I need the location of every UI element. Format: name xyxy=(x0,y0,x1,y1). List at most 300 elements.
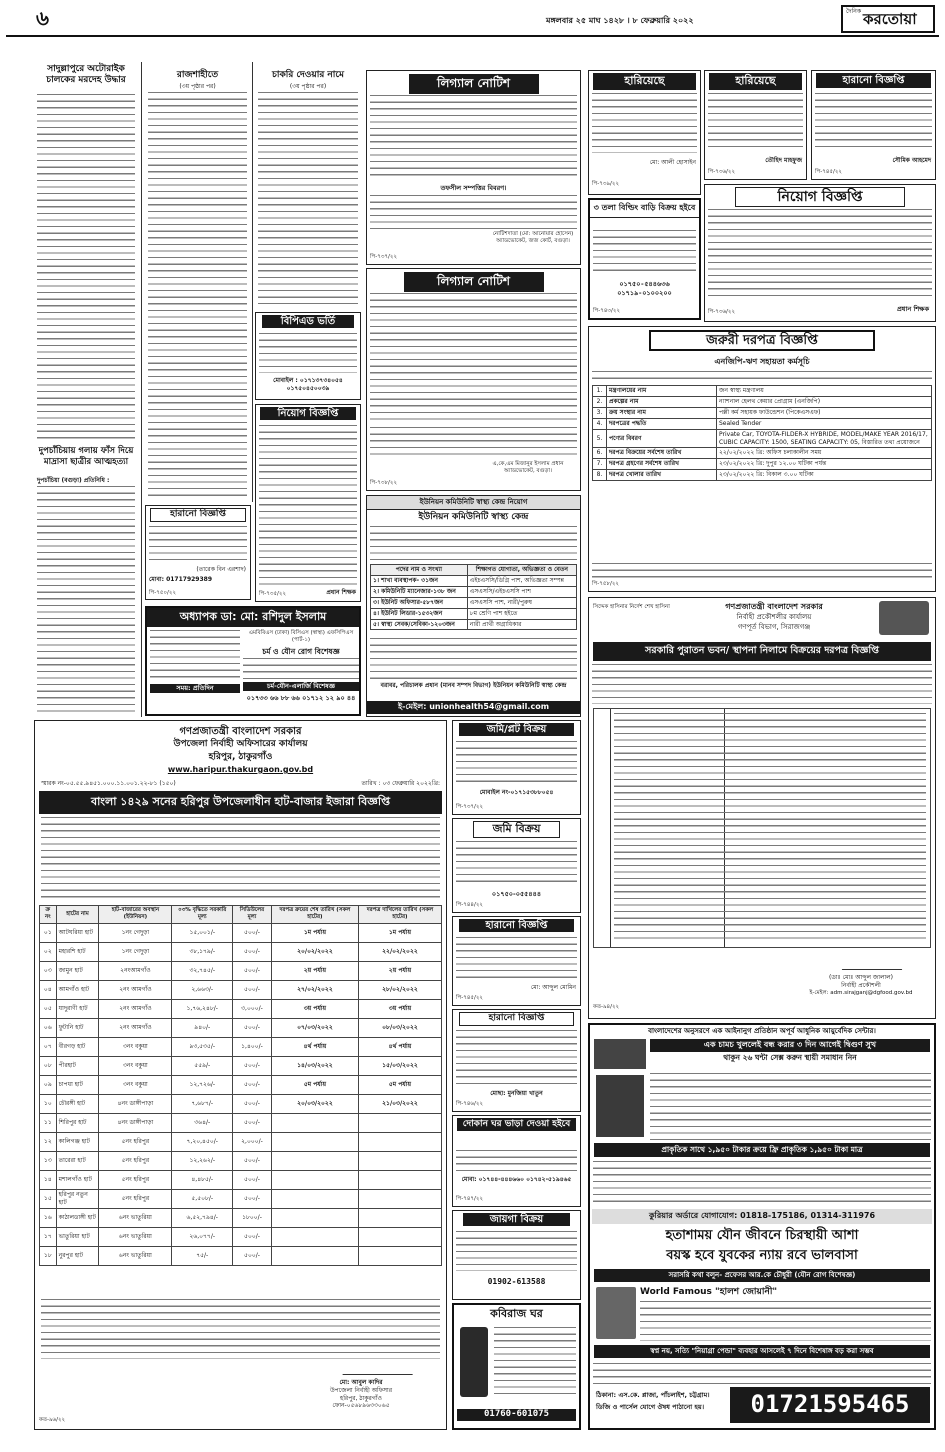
land-sale-phone: ০১৭৫০-০৫৫৪৪৪ xyxy=(491,890,542,898)
ayur-price-band: প্রাকৃতিক সাথে ১,৯৫০ টাকার ক্রয়ে ফ্রি প্রাকৃতিক ১,৯৫০ টাকা মাত্র xyxy=(594,1143,930,1157)
hat-union: ২নংআমগাঁও xyxy=(99,961,172,980)
row-number: ১৫ xyxy=(40,1189,57,1208)
lost-notice-5 xyxy=(452,916,581,1006)
ayur-product-image-2 xyxy=(596,1075,644,1137)
govt-signature-mark xyxy=(342,1361,417,1375)
ayur-address: ঠিকানা: এস.কে. প্লাজা, পাঁচলাইশ, চট্টগ্রাম। xyxy=(596,1391,710,1399)
submission-date xyxy=(358,1189,441,1208)
hat-price: ২,৬৬৩/- xyxy=(172,980,233,999)
row-number: ০২ xyxy=(40,942,57,961)
table-row xyxy=(40,1132,442,1151)
purchase-deadline: ৫ম পর্যায় xyxy=(271,1075,358,1094)
schedule-price: ৫০০/- xyxy=(233,980,272,999)
land-sale-title: জমি বিক্রয় xyxy=(473,821,560,838)
schedule-price: ১৮০০/- xyxy=(233,1208,272,1227)
doctor-ad-details xyxy=(243,658,359,680)
table-row xyxy=(40,1037,442,1056)
lost-notice-6-code: পি-৭৪৬/২২ xyxy=(456,1101,484,1107)
field-label: পণ্যের বিবরণ xyxy=(607,429,717,448)
post-qualification: এইচএসসি/ডিগ্রি পাশ, অভিজ্ঞতা সম্পন্ন xyxy=(467,575,576,586)
legal-notice-1-sign: নোটিশদাতা (মো: আনোয়ার হোসেন) অ্যাডভোকেট, জজ কোর্ট, বগুড়া। xyxy=(492,231,574,245)
health-recruit-footer: বরাবর, পরিচালক প্রধান (মানব সম্পদ বিভাগ) ইউনিয়ন কমিউনিটি স্বাস্থ্য কেন্দ্র xyxy=(380,682,567,689)
submission-date xyxy=(358,1132,441,1151)
lost-notice-1 xyxy=(588,70,701,195)
row-number: ১৮ xyxy=(40,1246,57,1265)
table-row xyxy=(40,1170,442,1189)
recruitment-notice-2-body xyxy=(259,425,357,585)
hat-name: ভাতুরিয়া হাট xyxy=(56,1227,99,1246)
purchase-deadline xyxy=(271,1170,358,1189)
hat-name: চাপধা হাট xyxy=(56,1075,99,1094)
hat-union: ৬নং ভাতুরিয়া xyxy=(99,1246,172,1265)
masthead-logo xyxy=(841,5,935,33)
news-kicker-2: রাজশাহীতে xyxy=(176,70,219,80)
kabiraj-phone: 01760-601075 xyxy=(457,1409,576,1421)
hat-union: ৩নং বকুয়া xyxy=(99,1056,172,1075)
hat-union: ৫নং হরিপুর xyxy=(99,1151,172,1170)
ayur-address-2: ডিজি ও পার্সেল যোগে ঔষধ পাঠানো হয়। xyxy=(596,1403,705,1411)
row-number: 3. xyxy=(593,407,607,418)
land-plot-sale-code: পি-৭৩৭/২২ xyxy=(456,804,484,810)
hat-union: ৫নং হরিপুর xyxy=(99,1170,172,1189)
lost-notice-6-body xyxy=(456,1030,577,1086)
recruitment-notice-1-title: নিয়োগ বিজ্ঞপ্তি xyxy=(735,187,905,207)
lost-notice-3 xyxy=(811,70,936,180)
legal-notice-1-footer: তফসীল সম্পত্তির বিবরণ। xyxy=(440,184,507,192)
hat-name: কাঠালডাঙ্গী হাট xyxy=(56,1208,99,1227)
masthead xyxy=(6,3,939,37)
hat-price: ৩৬৪/- xyxy=(172,1113,233,1132)
doctor-ad-specialty: চর্ম ও যৌন রোগ বিশেষজ্ঞ xyxy=(262,646,340,656)
news-body-1 xyxy=(37,94,135,439)
lost-notice-2 xyxy=(704,70,807,180)
table-row xyxy=(593,470,932,481)
schedule-price: ৫০০/- xyxy=(233,961,272,980)
ayur-big-phone: 01721595465 xyxy=(730,1387,930,1423)
table-row xyxy=(371,575,577,586)
doctor-ad-right xyxy=(243,630,359,714)
row-number: 8. xyxy=(593,470,607,481)
govt-conditions xyxy=(41,1299,440,1359)
row-number: ১৪ xyxy=(40,1170,57,1189)
lost-notice-4-title: হারানো বিজ্ঞপ্তি xyxy=(150,508,246,522)
lost-notice-2-code: পি-৭৩৬/২২ xyxy=(708,169,736,175)
submission-date xyxy=(358,1151,441,1170)
govt-signer: মো: আবুল কাদির xyxy=(339,1379,383,1386)
lost-notice-6-name: মোছা: মুনজিয়া খাতুন xyxy=(490,1090,543,1097)
field-value: ন্যাশনাল হেলথ কেয়ার প্রোগ্রাম (এনজিপি) xyxy=(717,396,932,407)
purchase-deadline xyxy=(271,1189,358,1208)
ayur-hope-2: বয়স্ক হবে যুবকের ন্যায় রবে ভালবাসা xyxy=(666,1248,858,1263)
submission-date: ২৮/০২/২০২২ xyxy=(358,980,441,999)
post-qualification: এসএসসি পাশ, নারী/পুরুষ xyxy=(467,597,576,608)
post-name: ৩। ইউনিট অফিসার-৫৮৭জন xyxy=(371,597,468,608)
purchase-deadline xyxy=(271,1246,358,1265)
shop-rent-body xyxy=(456,1150,577,1172)
pwd-subheader: নির্বাহী প্রকৌশলীর কার্যালয় xyxy=(736,613,812,621)
hat-name: বীরগড় হাট xyxy=(56,1037,99,1056)
table-row xyxy=(371,608,577,619)
purchase-deadline xyxy=(271,1208,358,1227)
health-recruit-title: ইউনিয়ন কমিউনিটি স্বাস্থ্য কেন্দ্র নিয়োগ xyxy=(367,496,580,510)
lost-notice-3-body xyxy=(815,93,932,151)
submission-date: ৪র্থ পর্যায় xyxy=(358,1037,441,1056)
hat-price: ৭,২০,৪৫০/- xyxy=(172,1132,233,1151)
schedule-price: ৫০০/- xyxy=(233,1018,272,1037)
govt-code: কত-৯৬/২২ xyxy=(39,1417,66,1423)
purchase-deadline: ২৭/০২/২০২২ xyxy=(271,980,358,999)
hat-union: ৩নং বকুয়া xyxy=(99,1037,172,1056)
ayur-body-1 xyxy=(650,1073,931,1141)
pwd-memo: সিদ্দেক হাসিনার নির্দেশ শেখ হাসিনা xyxy=(593,604,670,610)
doctor-ad-band: চর্ম-যৌন-এলার্জি বিশেষজ্ঞ xyxy=(243,682,359,691)
kabiraj-title: কবিরাজ ঘর xyxy=(490,1307,543,1320)
legal-notice-1-body xyxy=(370,95,577,181)
ayur-body-2 xyxy=(593,1161,931,1205)
shop-rent-title: দোকান ঘর ভাড়া দেওয়া হইবে xyxy=(457,1118,576,1131)
table-row xyxy=(40,923,442,942)
govt-date: তারিখ : ০৩ ফেব্রুয়ারি ২০২২খ্রি: xyxy=(361,780,440,787)
bped-admission-title: বিপিএড ভর্তি xyxy=(262,315,354,328)
hat-union: ১নং গেদুড়া xyxy=(99,923,172,942)
schedule-price: ৫০০/- xyxy=(233,1113,272,1132)
ayur-product-image-1 xyxy=(594,1039,646,1069)
bped-admission-body xyxy=(259,333,357,373)
hat-price: ৯৪০/- xyxy=(172,1018,233,1037)
row-number: 2. xyxy=(593,396,607,407)
schedule-price: ৫০০/- xyxy=(233,1189,272,1208)
recruitment-notice-2-sign: প্রধান শিক্ষক xyxy=(326,589,356,596)
lost-notice-2-title: হারিয়েছে xyxy=(709,73,802,90)
legal-notice-1 xyxy=(366,70,581,265)
submission-date: ০৮/০৩/২০২২ xyxy=(358,1018,441,1037)
column-header: ক্র নং xyxy=(40,906,57,924)
urgent-tender-table xyxy=(592,385,932,481)
news-headline-3: চাকরি দেওয়ার নামে xyxy=(271,70,345,80)
hat-price: ৯৩,৫৩৫/- xyxy=(172,1037,233,1056)
lost-notice-5-body xyxy=(456,937,577,981)
hat-price: ১২,৭২৬/- xyxy=(172,1075,233,1094)
lost-notice-2-body xyxy=(708,93,803,151)
row-number: ০৯ xyxy=(40,1075,57,1094)
lost-notice-3-name: সৌমিক আহমেদ xyxy=(892,157,931,164)
land-plot-sale-title: জমি/প্লট বিক্রয় xyxy=(459,723,574,736)
submission-date xyxy=(358,1170,441,1189)
table-row xyxy=(371,597,577,608)
pwd-auction-notice xyxy=(588,597,936,1019)
lost-notice-4-code: পি-৭৫০/২২ xyxy=(149,590,177,596)
pwd-seal xyxy=(879,601,929,635)
place-sale-title: জায়গা বিক্রয় xyxy=(463,1213,570,1226)
hat-union: ৫নং হরিপুর xyxy=(99,1189,172,1208)
legal-notice-2-sign: এ,কে,এম মিজানুর ইসলাম প্রধান অ্যাডভোকেট, বগুড়া। xyxy=(492,461,564,475)
table-row xyxy=(40,942,442,961)
field-label: মন্ত্রণালয়ের নাম xyxy=(607,386,717,397)
pwd-place: গণপূর্ত বিভাগ, সিরাজগঞ্জ xyxy=(737,623,811,631)
lost-notice-5-code: পি-৭৪৫/২২ xyxy=(456,995,484,1001)
purchase-deadline: ২য় পর্যায় xyxy=(271,961,358,980)
field-label: দরপত্রের পদ্ধতি xyxy=(607,418,717,429)
post-qualification: ৮ম শ্রেণি পাশ হইতে xyxy=(467,608,576,619)
pwd-email: ই-মেইল: adm.sirajganj@dgfood.gov.bd xyxy=(809,989,913,996)
news-body-4 xyxy=(37,486,135,714)
urgent-tender-title: জরুরী দরপত্র বিজ্ঞপ্তি xyxy=(649,330,875,351)
legal-notice-1-code: পি-৭৩৭/২২ xyxy=(370,254,398,260)
schedule-price: ৫০০/- xyxy=(233,1151,272,1170)
building-sale-body xyxy=(593,230,696,274)
submission-date: ৫ম পর্যায় xyxy=(358,1075,441,1094)
pwd-code: কত-৯৪/২২ xyxy=(593,1004,620,1010)
hat-name: হরিপুর নতুন হাট xyxy=(56,1189,99,1208)
submission-date: ২২/০২/২০২২ xyxy=(358,942,441,961)
pwd-header: গণপ্রজাতন্ত্রী বাংলাদেশ সরকার xyxy=(725,602,823,611)
hat-name: নুরপুর হাট xyxy=(56,1246,99,1265)
hat-price: ১,৭৬,২৪৮/- xyxy=(172,999,233,1018)
schedule-price: ২,০০০/- xyxy=(233,1132,272,1151)
table-row xyxy=(593,429,932,448)
ayur-phone-line: কুরিয়ার অর্ডারে যোগাযোগ: 01818-175186, 01314-311976 xyxy=(592,1209,932,1224)
urgent-tender-footnote xyxy=(592,563,932,579)
column-divider xyxy=(141,62,142,717)
urgent-tender-subtitle: এনজিপি-ঋণ সহায়তা কর্মসূচি xyxy=(714,357,810,366)
health-recruit-intro xyxy=(370,526,577,560)
post-name: ১। শাখা ব্যবস্থাপক- ৩১জন xyxy=(371,575,468,586)
purchase-deadline: ১ম পর্যায় xyxy=(271,923,358,942)
field-value: Private Car, TOYOTA-FILDER-X HYBRIDE, MODEL/MAKE YEAR 2016/17, CUBIC CAPACITY: 1500, SEATING CAPACITY: 05, বিস্তারিত তথ্য প্রয়োজনে xyxy=(717,429,932,448)
post-name: ৫। স্বাস্থ্য সেবক/সেবিকা-১২০৩জন xyxy=(371,619,468,630)
recruitment-notice-1 xyxy=(704,184,936,322)
purchase-deadline xyxy=(271,1132,358,1151)
purchase-deadline xyxy=(271,1113,358,1132)
column-header: দরপত্র ক্রয়ের শেষ তারিখ (সকল হাটের) xyxy=(271,906,358,924)
submission-date xyxy=(358,1227,441,1246)
building-sale-ad xyxy=(588,198,701,320)
doctor-ad xyxy=(145,606,361,716)
lost-notice-1-code: পি-৭৩৯/২২ xyxy=(592,181,620,187)
hat-union: ৩নং বকুয়া xyxy=(99,1075,172,1094)
lost-notice-1-body xyxy=(592,93,697,153)
table-row xyxy=(40,999,442,1018)
lost-notice-4 xyxy=(145,505,251,600)
table-row xyxy=(371,586,577,597)
recruitment-notice-2-code: পি-৭৩৫/২২ xyxy=(259,591,287,597)
lost-notice-4-body xyxy=(149,526,247,562)
news-headline-1: সাদুল্লাপুরে অটোরাইক চালকের মরদেহ উদ্ধার xyxy=(46,64,126,86)
purchase-deadline: ১৪/০৩/২০২২ xyxy=(271,1056,358,1075)
hat-union: ২নং আমগাঁও xyxy=(99,1018,172,1037)
govt-intro xyxy=(41,817,440,901)
table-row xyxy=(593,396,932,407)
pwd-table-rows xyxy=(614,713,926,943)
purchase-deadline: ২০/০২/২০২২ xyxy=(271,942,358,961)
table-row xyxy=(593,386,932,397)
recruitment-notice-1-sign: প্রধান শিক্ষক xyxy=(896,305,929,313)
news-sub-3: (৩য় পৃষ্ঠার পর) xyxy=(289,83,327,90)
health-recruit-email: ই-মেইল: unionhealth54@gmail.com xyxy=(367,701,580,714)
recruitment-notice-1-code: পি-৭৩৬/২২ xyxy=(708,309,736,315)
row-number: ০৭ xyxy=(40,1037,57,1056)
purchase-deadline: ২০/০৩/২০২২ xyxy=(271,1094,358,1113)
lost-notice-4-phone: মোবা: 01717929389 xyxy=(149,576,212,583)
field-value: ২২/০২/২০২২ খ্রি: অফিস চলাকালীন সময় xyxy=(717,448,932,459)
pwd-signer: (ডাঃ মোঃ আব্দুল জালাল) xyxy=(829,974,893,981)
place-sale-ad xyxy=(452,1210,581,1300)
govt-signer-block xyxy=(286,1377,436,1412)
purchase-deadline: ০৭/০৩/২০২২ xyxy=(271,1018,358,1037)
row-number: ০৩ xyxy=(40,961,57,980)
row-number: 7. xyxy=(593,459,607,470)
doctor-ad-left xyxy=(150,630,240,714)
legal-notice-2 xyxy=(366,268,581,491)
hat-union: ৬নং ভাতুরিয়া xyxy=(99,1208,172,1227)
purchase-deadline xyxy=(271,1151,358,1170)
doctor-ad-degrees: এমবিবিএস (ঢাকা) বিসিএস (স্বাস্থ্য) এফসিপিএস (পার্ট-১) xyxy=(248,630,354,644)
row-number: ১৩ xyxy=(40,1151,57,1170)
submission-date: ৩য় পর্যায় xyxy=(358,999,441,1018)
submission-date xyxy=(358,1208,441,1227)
table-row xyxy=(593,407,932,418)
govt-header: গণপ্রজাতন্ত্রী বাংলাদেশ সরকার xyxy=(179,726,302,737)
legal-notice-2-title: লিগ্যাল নোটিশ xyxy=(404,272,544,292)
schedule-price: ১,৪০০/- xyxy=(233,1037,272,1056)
lost-notice-1-title: হারিয়েছে xyxy=(593,73,696,90)
pwd-signer-block xyxy=(791,972,931,999)
hat-name: যাদুরাণী হাট xyxy=(56,999,99,1018)
lost-notice-6-title: হারানো বিজ্ঞপ্তি xyxy=(459,1012,574,1026)
hat-name: ফুটানি হাট xyxy=(56,1018,99,1037)
hat-name: মশালগাঁও হাট xyxy=(56,1170,99,1189)
govt-place: হরিপুর, ঠাকুরগাঁও xyxy=(208,752,273,762)
submission-date xyxy=(358,1246,441,1265)
ayur-world-famous: World Famous "হালশ জোয়ানী" xyxy=(640,1287,778,1297)
land-sale-code: পি-৭৪৪/২২ xyxy=(456,902,484,908)
field-label: দরপত্র খোলার তারিখ xyxy=(607,470,717,481)
submission-date: ২১/০৩/২০২২ xyxy=(358,1094,441,1113)
hat-union: ৬নং ভাতুরিয়া xyxy=(99,1227,172,1246)
govt-url[interactable]: www.haripur.thakurgaon.gov.bd xyxy=(167,765,314,774)
column-header: দরপত্র দাখিলের তারিখ (সকল হাটের) xyxy=(358,906,441,924)
table-row xyxy=(40,1094,442,1113)
hat-price: ১৫,০০১/- xyxy=(172,923,233,942)
health-center-recruitment xyxy=(366,495,581,717)
table-row xyxy=(40,961,442,980)
legal-notice-2-body xyxy=(370,293,577,421)
land-plot-sale-ad xyxy=(452,720,581,815)
lost-notice-1-name: মো: আলী হোসাইন xyxy=(649,159,696,166)
table-row xyxy=(371,619,577,630)
hat-name: তারেরা হাট xyxy=(56,1151,99,1170)
hat-table xyxy=(39,905,442,1266)
hat-name: পীরহাট xyxy=(56,1056,99,1075)
health-recruit-subtitle: ইউনিয়ন কমিউনিটি স্বাস্থ্য কেন্দ্র xyxy=(418,512,529,522)
schedule-price: ৫০০/- xyxy=(233,1075,272,1094)
lost-notice-6 xyxy=(452,1009,581,1112)
schedule-price: ৫০০/- xyxy=(233,1056,272,1075)
news-body-2 xyxy=(148,92,247,500)
hat-price: ৭৫/- xyxy=(172,1246,233,1265)
table-row xyxy=(40,1189,442,1208)
table-row xyxy=(40,1056,442,1075)
pwd-table xyxy=(593,708,931,948)
hat-union: ৪নং ডাঙ্গীপাড়া xyxy=(99,1094,172,1113)
ayur-banner: সরাসরি কথা বলুন- প্রফেসর আর.কে চৌধুরী (যৌন রোগ বিশেষজ্ঞ) xyxy=(594,1269,930,1282)
health-recruit-table xyxy=(370,564,577,630)
post-qualification: নারী প্রার্থী অগ্রাধিকার xyxy=(467,619,576,630)
bped-admission-ad xyxy=(255,312,361,400)
schedule-price: ৫০০/- xyxy=(233,1227,272,1246)
health-recruit-conditions xyxy=(370,638,577,680)
doctor-ad-phone: ০১৭৩৩ ৬৬ ৮৮ ৬৬ ০১৭১২ ১২ ৯০ ৪৪ xyxy=(246,694,356,702)
submission-date: ২য় পর্যায় xyxy=(358,961,441,980)
building-sale-code: পি-৭৪৩/২২ xyxy=(593,308,621,314)
govt-signer-place: হরিপুর, ঠাকুরগাঁও xyxy=(340,1394,382,1402)
page-number: ৬ xyxy=(36,6,50,30)
doctor-ad-title: অধ্যাপক ডা: মো: রশিদুল ইসলাম xyxy=(147,608,359,627)
recruitment-notice-1-body xyxy=(708,209,932,297)
lost-notice-2-name: তৌহিদ মাহফুজ xyxy=(765,157,802,164)
ayurvedic-ad xyxy=(588,1023,936,1430)
date-line: মঙ্গলবার ২৫ মাঘ ১৪২৮ । ৮ ফেব্রুয়ারি ২০২২ xyxy=(546,16,694,25)
lost-notice-3-title: হারানো বিজ্ঞপ্তি xyxy=(816,73,931,88)
recruitment-notice-2-title: নিয়োগ বিজ্ঞপ্তি xyxy=(260,407,356,420)
schedule-price: ৫০০/- xyxy=(233,1094,272,1113)
legal-notice-1-title: লিগ্যাল নোটিশ xyxy=(409,74,539,94)
hat-name: চৌরঙ্গী হাট xyxy=(56,1094,99,1113)
govt-signer-phone: ফোন-০৫৬৮৯৬৩৩০৬৫ xyxy=(332,1402,390,1410)
legal-notice-1-schedule xyxy=(370,195,577,229)
shop-rent-ad xyxy=(452,1115,581,1207)
column-divider xyxy=(252,62,253,502)
govt-hat-bazar-notice xyxy=(34,720,447,1430)
masthead-rule xyxy=(6,35,939,37)
table-row xyxy=(593,459,932,470)
shop-rent-code: পি-৭৪৭/২২ xyxy=(456,1196,484,1202)
land-plot-sale-phone: মোবাইল নং-০১৭১৫৩৮৮০৫৪ xyxy=(479,789,554,796)
ayur-body-3 xyxy=(640,1301,931,1341)
hat-price: ২৬,০৭৭/- xyxy=(172,1227,233,1246)
field-label: ক্রয় সংস্থার নাম xyxy=(607,407,717,418)
field-value: ২৩/০২/২০২২ খ্রি: বিকাল ৩.০০ ঘটিকা xyxy=(717,470,932,481)
ayur-line-2: থাকুন ২৬ ঘন্টা সেক্স করুন স্থায়ী সমাধান নিন xyxy=(723,1053,857,1062)
row-number: ০৫ xyxy=(40,999,57,1018)
pwd-title: সরকারি পুরাতন ভবন/ স্থাপনা নিলামে বিক্রয়ের দরপত্র বিজ্ঞপ্তি xyxy=(593,642,931,661)
table-row xyxy=(40,980,442,999)
lost-notice-3-code: পি-৭৪৫/২২ xyxy=(815,169,843,175)
hat-name: আটঘরিয়া হাট xyxy=(56,923,99,942)
row-number: ১৬ xyxy=(40,1208,57,1227)
row-number: ১২ xyxy=(40,1132,57,1151)
news-column-2 xyxy=(145,62,250,502)
hat-union: ৫নং হরিপুর xyxy=(99,1132,172,1151)
lost-notice-5-name: মো: আব্দুল মোমিন xyxy=(530,984,576,991)
building-sale-phone: ০১৭৫০-৫৪৪৬৩৬ ০১৭১৯-০১০০২০০ xyxy=(617,280,672,297)
field-value: জন স্বাস্থ্য মন্ত্রণালয় xyxy=(717,386,932,397)
table-row xyxy=(40,1018,442,1037)
field-value: ২৩/০২/২০২২ খ্রি: দুপুর ১২.০০ ঘটিকা পর্যন্ত xyxy=(717,459,932,470)
row-number: ১৭ xyxy=(40,1227,57,1246)
post-qualification: এসএসসি/এইচএসসি পাশ xyxy=(467,586,576,597)
hat-price: ৭,৬৮৭/- xyxy=(172,1094,233,1113)
schedule-price: ৩,০০০/- xyxy=(233,999,272,1018)
hat-name: জামুন হাট xyxy=(56,961,99,980)
lost-notice-5-title: হারানো বিজ্ঞপ্তি xyxy=(459,919,574,932)
news-sub-2: (৩য় পৃষ্ঠার পর) xyxy=(179,83,216,90)
govt-signer-title: উপজেলা নির্বাহী অফিসার xyxy=(329,1386,393,1394)
place-sale-body xyxy=(456,1231,577,1271)
pwd-signature-mark xyxy=(842,958,906,970)
hat-name: মহারশি হাট xyxy=(56,942,99,961)
table-row xyxy=(40,1227,442,1246)
